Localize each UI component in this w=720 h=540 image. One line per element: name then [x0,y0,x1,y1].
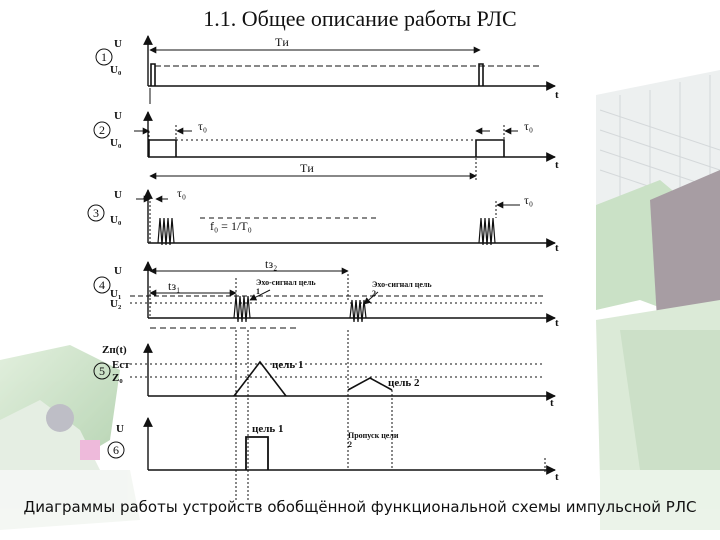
diagram-1-base-label: U₀ [110,64,122,76]
diagram-2-number: 2 [99,123,105,137]
diagram-4-number: 4 [99,278,105,292]
diagram-5-number: 5 [99,364,105,378]
diagram-6-miss-label: Пропуск цели 2 [348,431,399,449]
diagram-2 [94,110,559,180]
diagram-3-y-label: U [114,189,122,201]
diagram-6-y-label: U [116,423,124,435]
slide-caption: Диаграммы работы устройств обобщённой функциональной схемы импульсной РЛС [23,498,697,516]
diagram-3 [88,186,559,254]
diagram-2-t-label: t [555,159,559,171]
diagram-6-target1-label: цель 1 [252,423,284,435]
diagram-5-base-label: Z₀ [112,372,123,384]
diagram-1 [96,35,559,104]
diagram-2-pulse-label-right: τ₀ [524,119,534,133]
diagram-5 [94,330,555,500]
diagram-2-base-label: U₀ [110,137,122,149]
diagram-4-echo2-label: Эхо-сигнал цель 2 [372,280,432,298]
diagram-1-number: 1 [101,50,107,64]
diagram-5-target1-label: цель 1 [272,359,304,371]
diagram-5-target2-label: цель 2 [388,377,420,389]
diagram-4-echo1-label: Эхо-сигнал цель 1 [256,278,316,296]
diagram-6-t-label: t [555,471,559,483]
diagram-3-number: 3 [93,206,99,220]
diagram-2-y-label: U [114,110,122,122]
diagram-3-freq-label: f₀ = 1/T₀ [210,219,252,233]
diagram-4-t-label: t [555,317,559,329]
diagram-4-u1-label: U₁ [110,288,122,300]
diagram-4 [94,257,559,329]
diagram-1-y-label: U [114,38,122,50]
diagram-4-y-label: U [114,265,122,277]
diagram-1-period-label: Tи [275,35,289,49]
diagram-2-period-label: Tи [300,161,314,175]
diagram-6-number: 6 [113,443,119,457]
diagram-4-delay1-label: tз₁ [168,279,181,293]
diagram-4-u2-label: U₂ [110,298,122,310]
diagram-4-delay2-label: tз₂ [265,257,278,271]
diagram-2-pulse-label-left: τ₀ [198,119,208,133]
diagram-6 [108,418,559,483]
diagram-5-y-label: Zп(t) [102,344,127,356]
diagram-1-t-label: t [555,89,559,101]
diagram-3-base-label: U₀ [110,214,122,226]
slide-title: 1.1. Общее описание работы РЛС [203,6,517,31]
diagram-3-pulse-label-right: τ₀ [524,193,534,207]
diagram-3-pulse-label-left: τ₀ [177,186,187,200]
diagram-5-t-label: t [550,397,554,409]
diagram-5-est-label: Eст [112,359,130,371]
diagram-3-t-label: t [555,242,559,254]
